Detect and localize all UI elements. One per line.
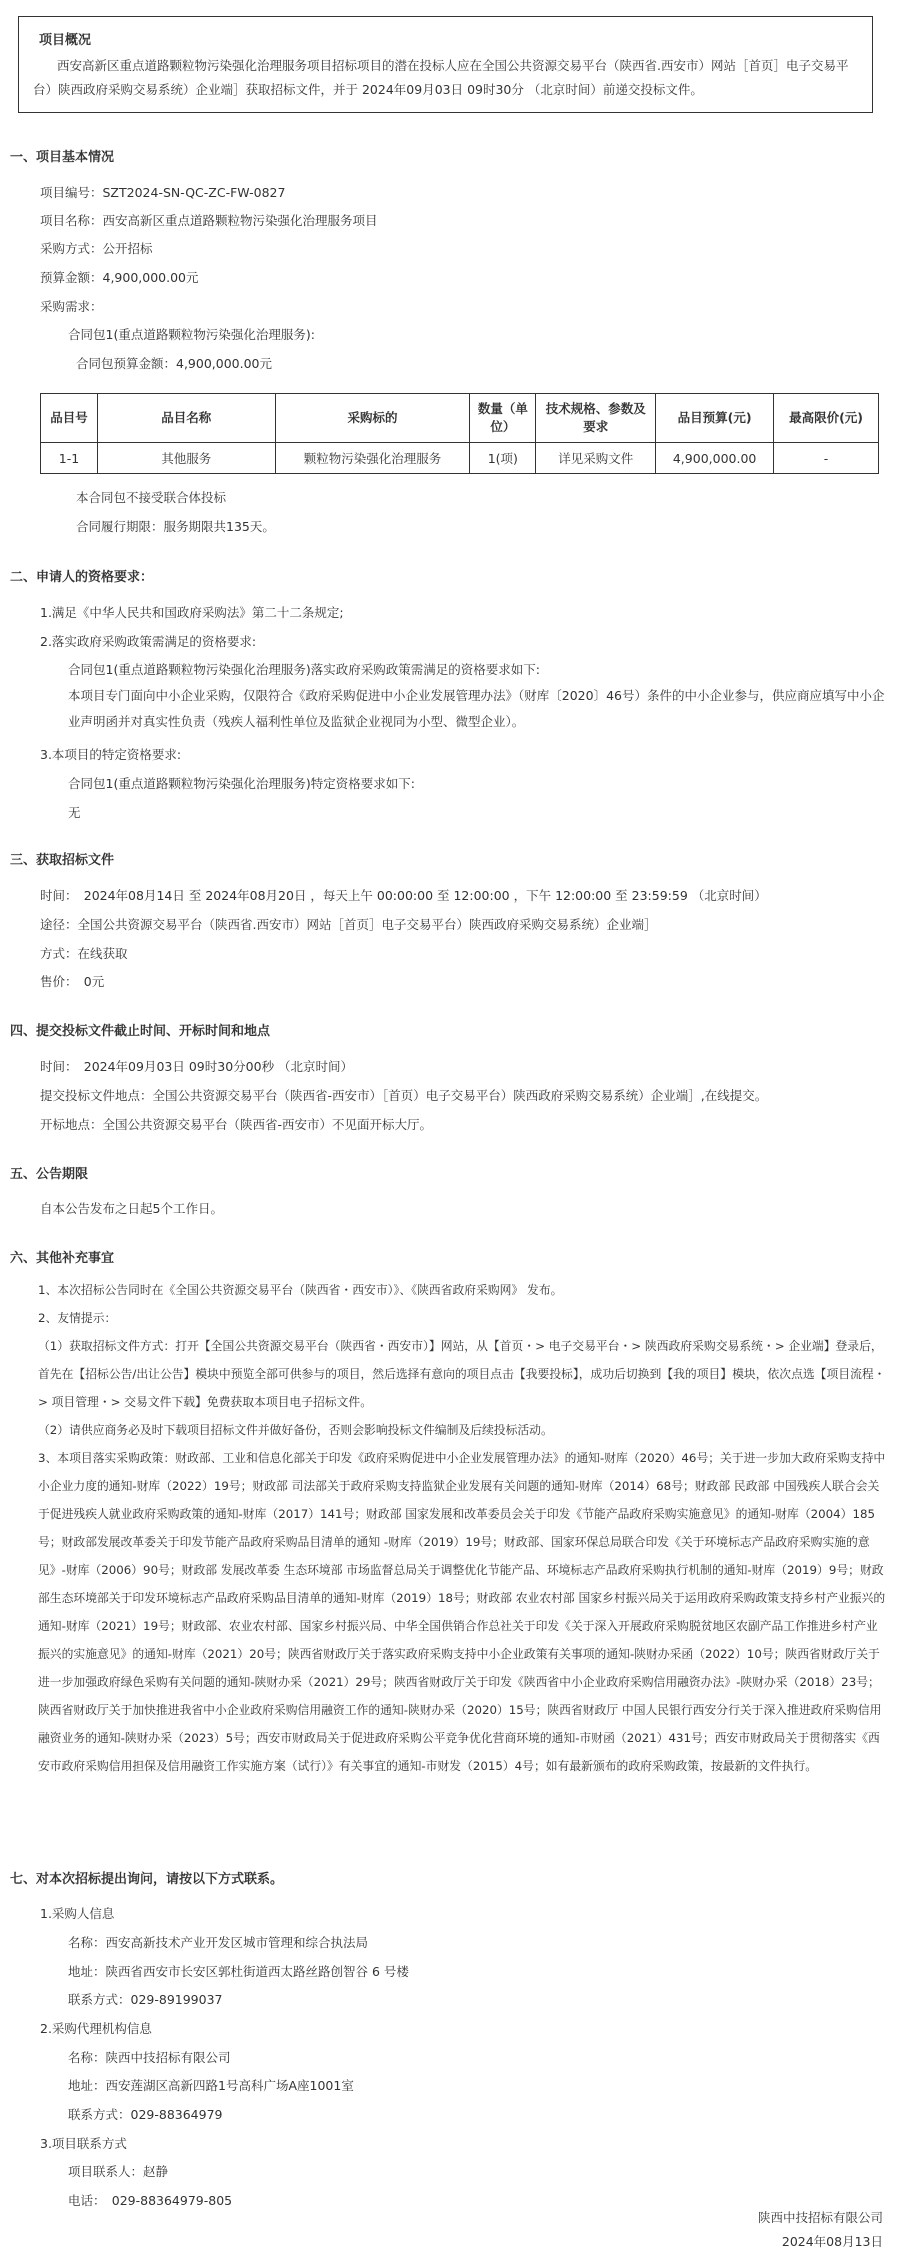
table-header-cell: 品目预算(元) [656,394,774,443]
contact-title: 3.项目联系方式 [40,2136,127,2151]
budget-amount: 预算金额：4,900,000.00元 [40,270,199,285]
table-header-cell: 品目名称 [97,394,275,443]
qualification-item-2: 2.落实政府采购政策需满足的资格要求: [40,634,257,649]
table-header-cell: 技术规格、参数及要求 [536,394,656,443]
submit-location: 提交投标文件地点：全国公共资源交易平台（陕西省-西安市）［首页）电子交易平台）陕西政府采购交易系统）企业端］,在线提交。 [40,1088,768,1103]
acquire-way: 方式：在线获取 [40,946,128,961]
table-cell: - [774,443,879,474]
project-name: 项目名称：西安高新区重点道路颗粒物污染强化治理服务项目 [40,213,378,228]
table-cell: 1-1 [41,443,98,474]
note-3: （1）获取招标文件方式：打开【全国公共资源交易平台（陕西省・西安市）】网站，从【首页・> 电子交易平台・> 陕西政府采购交易系统・> 企业端】登录后，首先在【招标公告/出让公告】模块中预览全部可供参与的项目，然后选择有意向的项目点击【我要投标】，成功后切换到【我的项目】模块，依次点选【项目流程・> 项目管理・> 交易文件下载】免费获取本项目电子招标文件。 [38,1339,886,1409]
contact-person: 项目联系人：赵静 [68,2164,169,2179]
qualification-item-3: 3.本项目的特定资格要求: [40,747,182,762]
items-table [40,393,879,474]
section-6-title: 六、其他补充事宜 [10,1251,115,1266]
purchaser-phone: 联系方式：029-89199037 [68,1992,223,2007]
qualification-item-3-sub: 合同包1(重点道路颗粒物污染强化治理服务)特定资格要求如下: [68,776,415,791]
table-cell: 4,900,000.00 [656,443,774,474]
overview-title: 项目概况 [39,33,92,48]
overview-text: 西安高新区重点道路颗粒物污染强化治理服务项目招标项目的潜在投标人应在全国公共资源交易平台（陕西省.西安市）网站［首页］电子交易平台）陕西政府采购交易系统）企业端］获取招标文件，并于 2024年09月03日 09时30分 （北京时间）前递交投标文件。 [33,58,849,97]
section-1-title: 一、项目基本情况 [10,150,115,165]
signature-company: 陕西中技招标有限公司 [757,2210,883,2225]
contract-package: 合同包1(重点道路颗粒物污染强化治理服务): [68,327,315,342]
note-4: （2）请供应商务必及时下载项目招标文件并做好备份，否则会影响投标文件编制及后续投标活动。 [38,1423,553,1437]
contact-phone: 电话： 029-88364979-805 [68,2193,233,2208]
agency-title: 2.采购代理机构信息 [40,2021,152,2036]
purchaser-address: 地址：陕西省西安市长安区郭杜街道西太路丝路创智谷 6 号楼 [68,1964,409,1979]
deadline-time: 时间： 2024年09月03日 09时30分00秒 （北京时间） [40,1059,354,1074]
agency-address: 地址：西安莲湖区高新四路1号高科广场A座1001室 [68,2078,354,2093]
table-cell: 1(项) [470,443,536,474]
qualification-item-3-text: 无 [68,805,81,820]
agency-name: 名称：陕西中技招标有限公司 [68,2050,231,2065]
table-cell: 其他服务 [97,443,275,474]
opening-location: 开标地点：全国公共资源交易平台（陕西省-西安市）不见面开标大厅。 [40,1117,433,1132]
section-3-title: 三、获取招标文件 [10,853,115,868]
procurement-method: 采购方式：公开招标 [40,241,153,256]
note-2: 2、友情提示： [38,1311,117,1325]
agency-phone: 联系方式：029-88364979 [68,2107,223,2122]
supplementary-notes [38,1276,888,1780]
qualification-item-2-sub: 合同包1(重点道路颗粒物污染强化治理服务)落实政府采购政策需满足的资格要求如下: [68,662,540,677]
purchaser-name: 名称：西安高新技术产业开发区城市管理和综合执法局 [68,1935,369,1950]
purchaser-title: 1.采购人信息 [40,1906,115,1921]
section-7-title: 七、对本次招标提出询问，请按以下方式联系。 [10,1872,284,1887]
note-1: 1、本次招标公告同时在《全国公共资源交易平台（陕西省・西安市）》、《陕西省政府采购网》 发布。 [38,1283,563,1297]
table-header-cell: 最高限价(元) [774,394,879,443]
table-cell: 详见采购文件 [536,443,656,474]
procurement-demand: 采购需求： [40,299,103,314]
acquire-price: 售价： 0元 [40,974,105,989]
table-header-cell: 采购标的 [275,394,470,443]
table-row [41,443,879,474]
section-5-title: 五、公告期限 [10,1167,89,1182]
qualification-item-1: 1.满足《中华人民共和国政府采购法》第二十二条规定; [40,605,344,620]
note-5: 3、本项目落实采购政策：财政部、工业和信息化部关于印发《政府采购促进中小企业发展管理办法》的通知-财库（2020）46号；关于进一步加大政府采购支持中小企业力度的通知-财库（2022）19号；财政部 司法部关于政府采购支持监狱企业发展有关问题的通知-财库（2014）68号；财政部 民政部 中国残疾人联合会关于促进残疾人就业政府采购政策的通知-财库（2017）141号；财政部 国家发展和改革委员会关于印发《节能产品政府采购实施意见》的通知-财库（2004）185号；财政部发展改革委关于印发节能产品政府采购品目清单的通知 -财库（2019）19号；财政部、国家环保总局联合印发《关于环境标志产品政府采购实施的意见》-财库（2006）90号；财政部 发展改革委 生态环境部 市场监督总局关于调整优化节能产品、环境标志产品政府采购执行机制的通知-财库（2019）9号；财政部生态环境部关于印发环境标志产品政府采购品目清单的通知-财库（2019）18号；财政部 农业农村部 国家乡村振兴局关于运用政府采购政策支持乡村产业振兴的通知-财库（2021）19号；财政部、农业农村部、国家乡村振兴局、中华全国供销合作总社关于印发《关于深入开展政府采购脱贫地区农副产品工作推进乡村产业振兴的实施意见》的通知-财库（2021）20号；陕西省财政厅关于落实政府采购支持中小企业政策有关事项的通知-陕财办采函（2022）10号；陕西省财政厅关于进一步加强政府绿色采购有关问题的通知-陕财办采（2021）29号；陕西省财政厅关于印发《陕西省中小企业政府采购信用融资办法》-陕财办采（2018）23号；陕西省财政厅关于加快推进我省中小企业政府采购信用融资工作的通知-陕财办采（2020）15号；陕西省财政厅 中国人民银行西安分行关于深入推进政府采购信用融资业务的通知-陕财办采（2023）5号；西安市财政局关于促进政府采购公平竞争优化营商环境的通知-市财函（2021）431号；西安市财政局关于贯彻落实《西安市政府采购信用担保及信用融资工作实施方案（试行）》有关事宜的通知-市财发（2015）4号；如有最新颁布的政府采购政策，按最新的文件执行。 [38,1451,886,1773]
notice-period: 自本公告发布之日起5个工作日。 [40,1201,223,1216]
qualification-item-2-text: 本项目专门面向中小企业采购，仅限符合《政府采购促进中小企业发展管理办法》（财库〔2020〕46号）条件的中小企业参与，供应商应填写中小企业声明函并对真实性负责（残疾人福利性单位及监狱企业视同为小型、微型企业）。 [68,688,885,729]
table-header-cell: 品目号 [41,394,98,443]
acquire-time: 时间： 2024年08月14日 至 2024年08月20日 ，每天上午 00:00:00 至 12:00:00 ，下午 12:00:00 至 23:59:59 （北京时间） [40,888,767,903]
table-header-cell: 数量（单位） [470,394,536,443]
project-number: 项目编号：SZT2024-SN-QC-ZC-FW-0827 [40,185,286,200]
section-4-title: 四、提交投标文件截止时间、开标时间和地点 [10,1024,271,1039]
acquire-route: 途径：全国公共资源交易平台（陕西省.西安市）网站［首页］电子交易平台）陕西政府采购交易系统）企业端］ [40,917,657,932]
package-budget: 合同包预算金额：4,900,000.00元 [76,356,272,371]
signature-date: 2024年08月13日 [781,2234,883,2249]
table-header-row [41,394,879,443]
overview-box [18,16,873,113]
table-cell: 颗粒物污染强化治理服务 [275,443,470,474]
contract-period: 合同履行期限：服务期限共135天。 [76,519,275,534]
no-consortium-note: 本合同包不接受联合体投标 [76,490,227,505]
section-2-title: 二、申请人的资格要求： [10,570,154,585]
